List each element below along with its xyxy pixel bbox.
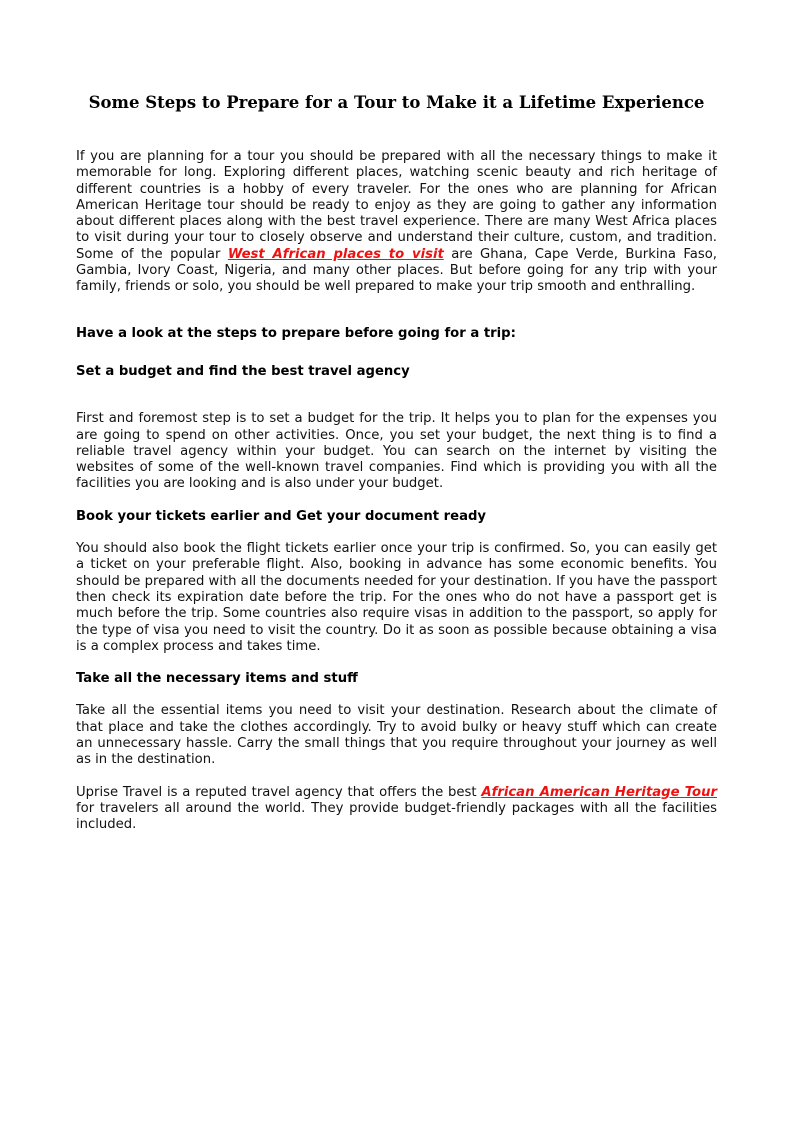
closing-text-before-link: Uprise Travel is a reputed travel agency that offers the best bbox=[76, 784, 482, 800]
section-heading-tickets: Book your tickets earlier and Get your document ready bbox=[76, 508, 487, 524]
steps-intro-heading: Have a look at the steps to prepare before going for a trip: bbox=[76, 325, 516, 341]
intro-text-before-link: If you are planning for a tour you should be prepared with all the necessary things to make it memorable for long. Exploring different places, watching scenic beauty and rich heritage of different countries is a hobby of every traveler. For the ones who are planning for African American Heritage tour should be ready to enjoy as they are going to gather any information about different places along with the best travel experience. There are many West Africa places to visit during your tour to closely observe and understand their culture, custom, and tradition. Some of the popular bbox=[76, 149, 717, 262]
document-page bbox=[76, 0, 717, 834]
section-body-budget: First and foremost step is to set a budget for the trip. It helps you to plan for the expenses you are going to spend on other activities. Once, you set your budget, the next thing is to find a reliable travel agency within your budget. You can search on the internet by visiting the websites of some of the well-known travel companies. Find which is providing you with all the facilities you are looking and is also under your budget. bbox=[76, 411, 717, 492]
intro-paragraph bbox=[76, 149, 717, 296]
closing-paragraph bbox=[76, 785, 717, 834]
page-title: Some Steps to Prepare for a Tour to Make it a Lifetime Experience bbox=[88, 93, 705, 112]
section-body-tickets: You should also book the flight tickets earlier once your trip is confirmed. So, you can easily get a ticket on your preferable flight. Also, booking in advance has some economic benefits. You should be prepared with all the documents needed for your destination. If you have the passport then check its expiration date before the trip. For the ones who do not have a passport get is much before the trip. Some countries also require visas in addition to the passport, so apply for the type of visa you need to visit the country. Do it as soon as possible because obtaining a visa is a complex process and takes time. bbox=[76, 541, 717, 654]
closing-text-after-link: for travelers all around the world. They provide budget-friendly packages with all the facilities included. bbox=[76, 800, 717, 833]
section-heading-items: Take all the necessary items and stuff bbox=[76, 671, 358, 687]
african-american-heritage-tour-link[interactable]: African American Heritage Tour bbox=[481, 784, 717, 800]
section-body-items: Take all the essential items you need to visit your destination. Research about the climate of that place and take the clothes accordingly. Try to avoid bulky or heavy stuff which can create an unnecessary hassle. Carry the small things that you require throughout your journey as well as in the destination. bbox=[76, 703, 717, 768]
west-african-places-link[interactable]: West African places to visit bbox=[227, 246, 444, 262]
intro-text-after-link: are Ghana, Cape Verde, Burkina Faso, Gambia, Ivory Coast, Nigeria, and many other places. But before going for any trip with your family, friends or solo, you should be well prepared to make your trip smooth and enthralling. bbox=[76, 246, 717, 295]
section-heading-budget: Set a budget and find the best travel agency bbox=[76, 363, 410, 379]
